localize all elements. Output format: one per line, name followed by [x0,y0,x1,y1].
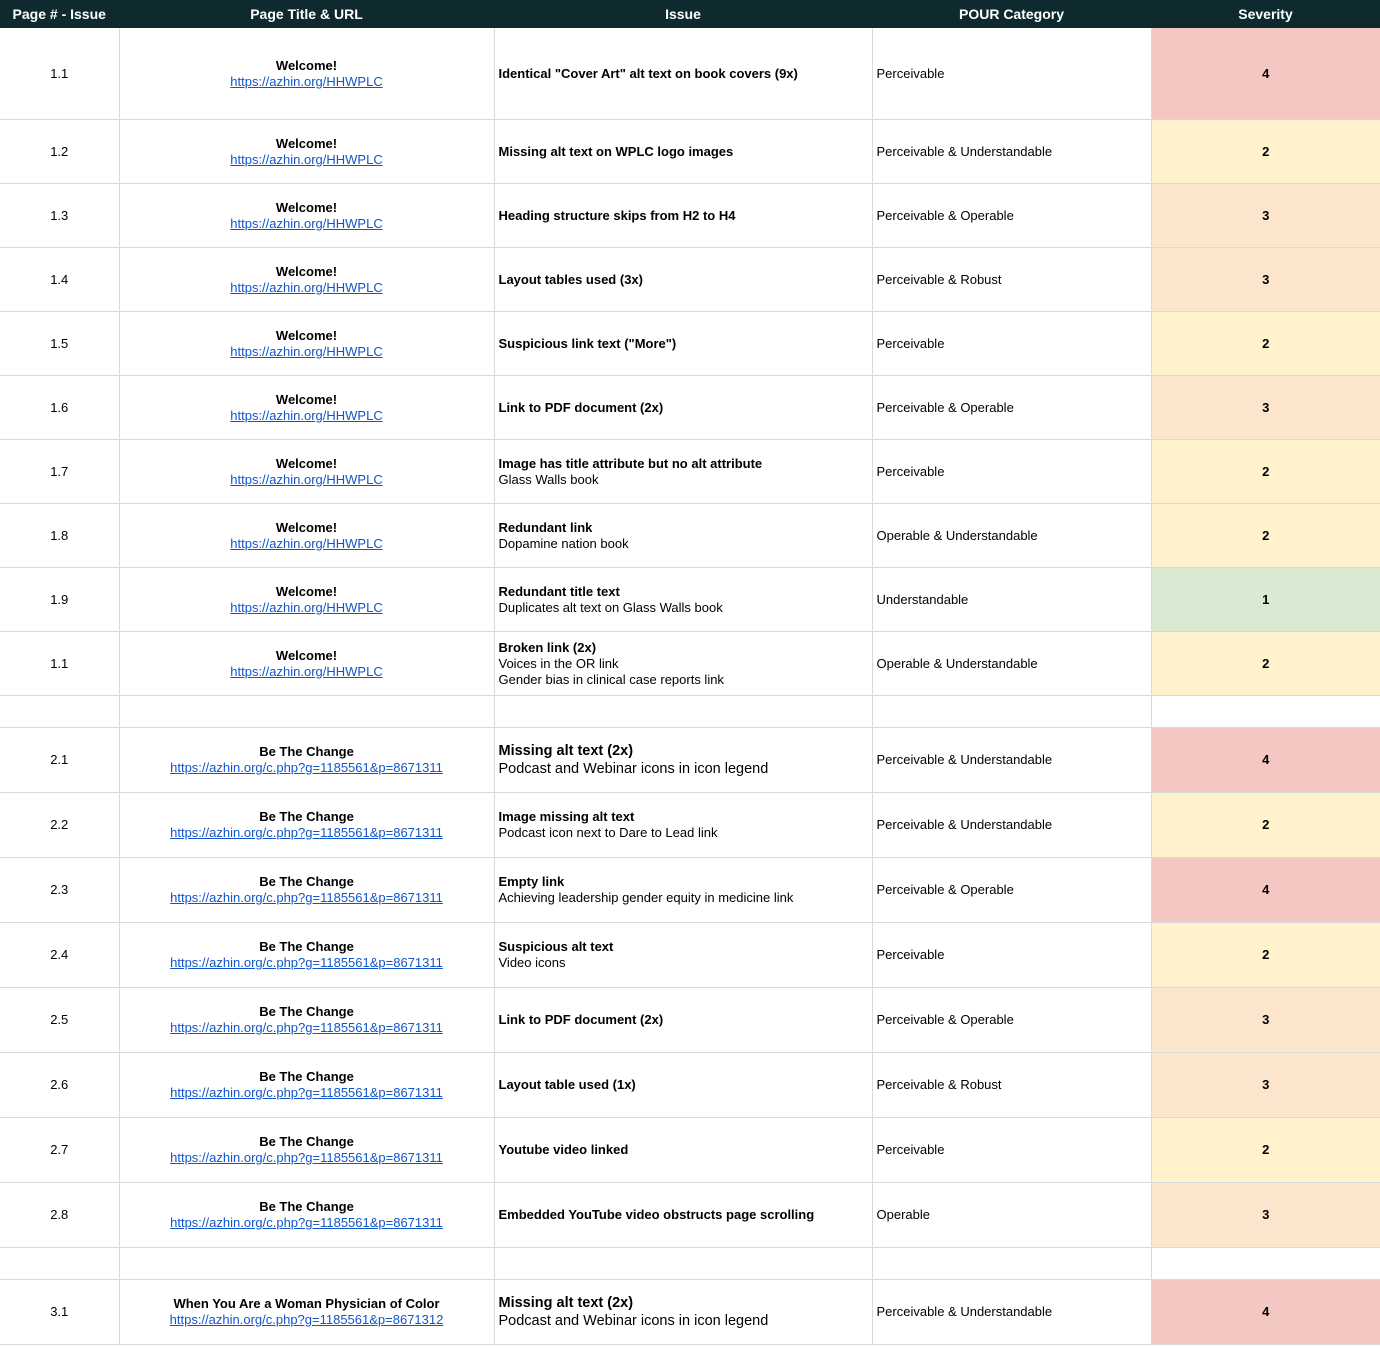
page-url-link[interactable]: https://azhin.org/c.php?g=1185561&p=8671312 [169,1312,444,1327]
issue-detail: Podcast and Webinar icons in icon legend [498,761,769,777]
severity[interactable]: 1 [1151,568,1380,632]
page-title-url-cell[interactable] [119,728,494,793]
issue-title: Link to PDF document (2x) [498,399,664,415]
severity[interactable]: 3 [1151,248,1380,312]
page-title-url-cell[interactable] [119,248,494,312]
page-title: Be The Change [259,939,354,954]
page-title: Be The Change [259,744,354,759]
issue-number[interactable]: 1.4 [0,248,119,312]
pour-category[interactable]: Perceivable [872,923,1151,988]
table-row [0,1118,1380,1183]
page-url-link[interactable]: https://azhin.org/HHWPLC [230,663,383,679]
pour-category[interactable]: Perceivable [872,440,1151,504]
page-title: Welcome! [275,391,338,407]
pour-category[interactable]: Perceivable & Understandable [872,1280,1151,1345]
severity[interactable]: 2 [1151,120,1380,184]
pour-category[interactable]: Perceivable & Understandable [872,728,1151,793]
severity[interactable]: 4 [1151,28,1380,120]
severity[interactable]: 4 [1151,1280,1380,1345]
issue-title: Link to PDF document (2x) [498,1012,664,1027]
empty-row [0,696,1380,728]
severity[interactable]: 3 [1151,184,1380,248]
page-url-link[interactable]: https://azhin.org/HHWPLC [230,599,383,615]
issue-number[interactable]: 2.3 [0,858,119,923]
table-row [0,1053,1380,1118]
issue-cell[interactable] [494,184,872,248]
issue-number[interactable]: 1.9 [0,568,119,632]
pour-category[interactable]: Perceivable & Operable [872,184,1151,248]
severity[interactable]: 2 [1151,793,1380,858]
issue-cell[interactable] [494,858,872,923]
issue-title: Image missing alt text [498,809,635,824]
issue-number[interactable]: 1.2 [0,120,119,184]
page-title: Welcome! [275,135,338,151]
issue-title: Redundant title text [498,583,620,599]
issue-title: Identical "Cover Art" alt text on book covers (9x) [498,65,798,81]
issue-cell[interactable] [494,504,872,568]
table-row [0,184,1380,248]
empty-cell[interactable] [1151,696,1380,728]
issue-title: Redundant link [498,519,593,535]
page-title: Be The Change [259,1134,354,1149]
page-url-link[interactable]: https://azhin.org/HHWPLC [230,215,383,231]
issue-title: Missing alt text (2x) [498,743,634,759]
page-title-url-cell[interactable] [119,1280,494,1345]
pour-category[interactable]: Perceivable & Operable [872,858,1151,923]
page-title: Be The Change [259,809,354,824]
empty-cell[interactable] [1151,1248,1380,1280]
page-title-url-cell[interactable] [119,858,494,923]
issue-number[interactable]: 2.1 [0,728,119,793]
table-row [0,440,1380,504]
table-row [0,28,1380,120]
empty-cell[interactable] [119,1248,494,1280]
page-url-link[interactable]: https://azhin.org/HHWPLC [230,343,383,359]
page-title-url-cell[interactable] [119,312,494,376]
issue-number[interactable]: 2.4 [0,923,119,988]
issue-title: Layout tables used (3x) [498,271,643,287]
page-title-url-cell[interactable] [119,1183,494,1248]
page-title: Welcome! [275,455,338,471]
table-row [0,793,1380,858]
severity[interactable]: 4 [1151,728,1380,793]
page-title-url-cell[interactable] [119,120,494,184]
pour-category[interactable]: Perceivable & Robust [872,248,1151,312]
pour-category[interactable]: Perceivable [872,1118,1151,1183]
issue-number[interactable]: 3.1 [0,1280,119,1345]
empty-cell[interactable] [0,696,119,728]
issue-cell[interactable] [494,1183,872,1248]
header-row [0,0,1380,28]
page-title: Welcome! [275,263,338,279]
page-title-url-cell[interactable] [119,988,494,1053]
table-row [0,858,1380,923]
issue-title: Layout table used (1x) [498,1077,636,1092]
table-row [0,568,1380,632]
empty-row [0,1248,1380,1280]
page-title: Be The Change [259,1069,354,1084]
page-title-url-cell[interactable] [119,28,494,120]
issue-detail: Dopamine nation book [498,535,629,551]
issue-cell[interactable] [494,728,872,793]
pour-category[interactable]: Perceivable & Operable [872,988,1151,1053]
issue-cell[interactable] [494,440,872,504]
empty-cell[interactable] [494,1248,872,1280]
empty-cell[interactable] [872,1248,1151,1280]
pour-category[interactable]: Operable [872,1183,1151,1248]
pour-category[interactable]: Operable & Understandable [872,504,1151,568]
page-title: When You Are a Woman Physician of Color [173,1296,440,1311]
issue-number[interactable]: 2.6 [0,1053,119,1118]
severity[interactable]: 3 [1151,988,1380,1053]
issue-title: Missing alt text on WPLC logo images [498,143,734,159]
header-severity[interactable]: Severity [1151,0,1380,28]
issue-number[interactable]: 2.5 [0,988,119,1053]
severity[interactable]: 2 [1151,312,1380,376]
issue-cell[interactable] [494,376,872,440]
issue-detail: Podcast and Webinar icons in icon legend [498,1313,769,1329]
table-row [0,1183,1380,1248]
issue-cell[interactable] [494,1118,872,1183]
page-url-link[interactable]: https://azhin.org/c.php?g=1185561&p=8671311 [170,1020,443,1035]
issue-title: Embedded YouTube video obstructs page scrolling [498,1207,815,1222]
page-title-url-cell[interactable] [119,184,494,248]
empty-cell[interactable] [494,696,872,728]
table-row [0,248,1380,312]
page-title: Welcome! [275,327,338,343]
table-row [0,376,1380,440]
issue-number[interactable]: 1.1 [0,28,119,120]
severity[interactable]: 4 [1151,858,1380,923]
issue-number[interactable]: 1.6 [0,376,119,440]
pour-category[interactable]: Perceivable [872,28,1151,120]
issue-title: Suspicious link text ("More") [498,335,677,351]
page-url-link[interactable]: https://azhin.org/HHWPLC [230,535,383,551]
page-title-url-cell[interactable] [119,923,494,988]
page-title: Welcome! [275,583,338,599]
pour-category[interactable]: Perceivable & Understandable [872,120,1151,184]
table-row [0,1280,1380,1345]
page-url-link[interactable]: https://azhin.org/c.php?g=1185561&p=8671311 [170,1215,443,1230]
issue-detail: Achieving leadership gender equity in medicine link [498,890,794,905]
page-title: Welcome! [275,519,338,535]
issue-cell[interactable] [494,923,872,988]
issue-number[interactable]: 1.3 [0,184,119,248]
page-url-link[interactable]: https://azhin.org/c.php?g=1185561&p=8671311 [170,955,443,970]
severity[interactable]: 3 [1151,1183,1380,1248]
page-title-url-cell[interactable] [119,1118,494,1183]
issue-cell[interactable] [494,312,872,376]
pour-category[interactable]: Perceivable [872,312,1151,376]
page-url-link[interactable]: https://azhin.org/c.php?g=1185561&p=8671311 [170,890,443,905]
page-url-link[interactable]: https://azhin.org/c.php?g=1185561&p=8671311 [170,825,443,840]
pour-category[interactable]: Perceivable & Understandable [872,793,1151,858]
header-page-title-url[interactable]: Page Title & URL [119,0,494,28]
header-page-issue[interactable]: Page # - Issue [0,0,119,28]
header-issue[interactable]: Issue [494,0,872,28]
page-url-link[interactable]: https://azhin.org/HHWPLC [230,407,383,423]
page-url-link[interactable]: https://azhin.org/HHWPLC [230,151,383,167]
issue-cell[interactable] [494,632,872,696]
page-title: Welcome! [275,57,338,73]
severity[interactable]: 2 [1151,923,1380,988]
header-pour-category[interactable]: POUR Category [872,0,1151,28]
issue-cell[interactable] [494,28,872,120]
issue-title: Empty link [498,874,565,889]
issue-cell[interactable] [494,793,872,858]
issue-detail: Podcast icon next to Dare to Lead link [498,825,718,840]
page-title-url-cell[interactable] [119,793,494,858]
issue-title: Youtube video linked [498,1142,629,1157]
page-title-url-cell[interactable] [119,376,494,440]
page-title: Welcome! [275,647,338,663]
table-row [0,988,1380,1053]
page-url-link[interactable]: https://azhin.org/HHWPLC [230,73,383,89]
severity[interactable]: 3 [1151,376,1380,440]
empty-cell[interactable] [119,696,494,728]
table-row [0,728,1380,793]
issue-number[interactable]: 1.7 [0,440,119,504]
severity[interactable]: 2 [1151,440,1380,504]
page-url-link[interactable]: https://azhin.org/c.php?g=1185561&p=8671311 [170,1085,443,1100]
pour-category[interactable]: Operable & Understandable [872,632,1151,696]
page-title-url-cell[interactable] [119,504,494,568]
severity[interactable]: 3 [1151,1053,1380,1118]
page-url-link[interactable]: https://azhin.org/HHWPLC [230,471,383,487]
page-url-link[interactable]: https://azhin.org/c.php?g=1185561&p=8671311 [170,1150,443,1165]
issue-detail: Duplicates alt text on Glass Walls book [498,599,723,615]
issue-number[interactable]: 1.8 [0,504,119,568]
page-url-link[interactable]: https://azhin.org/HHWPLC [230,279,383,295]
severity[interactable]: 2 [1151,632,1380,696]
page-title-url-cell[interactable] [119,440,494,504]
table-row [0,632,1380,696]
empty-cell[interactable] [0,1248,119,1280]
issue-title: Missing alt text (2x) [498,1295,634,1311]
page-title-url-cell[interactable] [119,568,494,632]
issue-number[interactable]: 2.7 [0,1118,119,1183]
issue-cell[interactable] [494,120,872,184]
issue-detail: Voices in the OR link [498,655,619,671]
issue-number[interactable]: 2.8 [0,1183,119,1248]
page-title-url-cell[interactable] [119,632,494,696]
severity[interactable]: 2 [1151,1118,1380,1183]
issue-cell[interactable] [494,568,872,632]
page-title: Be The Change [259,1199,354,1214]
page-title: Be The Change [259,1004,354,1019]
severity[interactable]: 2 [1151,504,1380,568]
issue-number[interactable]: 1.5 [0,312,119,376]
issue-cell[interactable] [494,248,872,312]
issue-title: Broken link (2x) [498,639,597,655]
table-row [0,120,1380,184]
table-row [0,923,1380,988]
table-row [0,504,1380,568]
page-url-link[interactable]: https://azhin.org/c.php?g=1185561&p=8671311 [170,760,443,775]
page-title-url-cell[interactable] [119,1053,494,1118]
pour-category[interactable]: Perceivable & Operable [872,376,1151,440]
issue-cell[interactable] [494,1280,872,1345]
empty-cell[interactable] [872,696,1151,728]
issue-detail: Video icons [498,955,566,970]
issue-title: Image has title attribute but no alt attribute [498,455,763,471]
table-row [0,312,1380,376]
page-title: Welcome! [275,199,338,215]
issue-title: Suspicious alt text [498,939,614,954]
issue-cell[interactable] [494,1053,872,1118]
issue-number[interactable]: 1.1 [0,632,119,696]
page-title: Be The Change [259,874,354,889]
issue-detail: Glass Walls book [498,471,599,487]
issue-cell[interactable] [494,988,872,1053]
pour-category[interactable]: Understandable [872,568,1151,632]
issue-detail-2: Gender bias in clinical case reports link [498,671,724,687]
issue-number[interactable]: 2.2 [0,793,119,858]
issue-title: Heading structure skips from H2 to H4 [498,207,736,223]
pour-category[interactable]: Perceivable & Robust [872,1053,1151,1118]
